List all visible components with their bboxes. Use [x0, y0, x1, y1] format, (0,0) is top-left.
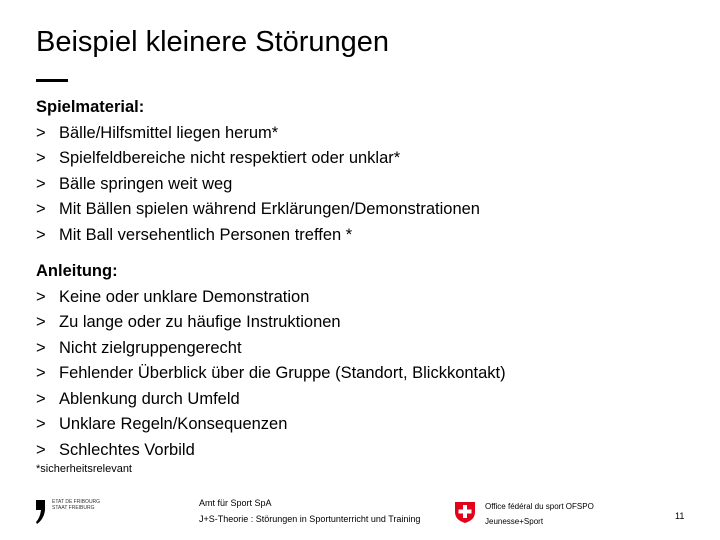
fribourg-logo: [36, 497, 116, 527]
section-anleitung: [36, 259, 506, 463]
section-heading: Spielmaterial:: [36, 98, 145, 116]
list-item-text: Fehlender Überblick über die Gruppe (Standort, Blickkontakt): [59, 364, 506, 382]
footnote: *sicherheitsrelevant: [36, 463, 132, 475]
list-item-text: Schlechtes Vorbild: [59, 440, 195, 459]
bullet-marker: >: [36, 440, 46, 459]
list-item-text: Keine oder unklare Demonstration: [59, 287, 310, 306]
bullet-marker: >: [36, 174, 46, 193]
bullet-marker: >: [36, 364, 46, 382]
list-item: [36, 412, 506, 438]
bullet-marker: >: [36, 389, 46, 408]
list-item-text: Unklare Regeln/Konsequenzen: [59, 415, 288, 433]
list-item-text: Mit Bällen spielen während Erklärungen/Demonstrationen: [59, 200, 480, 218]
bullet-marker: >: [36, 149, 46, 167]
jeunesse-sport-label: Jeunesse+Sport: [485, 517, 544, 526]
federal-office-label: Office fédéral du sport OFSPO: [485, 502, 594, 511]
list-item-text: Ablenkung durch Umfeld: [59, 389, 240, 408]
bullet-marker: >: [36, 287, 46, 306]
list-item-text: Nicht zielgruppengerecht: [59, 338, 242, 357]
list-item-text: Bälle/Hilfsmittel liegen herum*: [59, 123, 279, 142]
office-name: Amt für Sport SpA: [199, 498, 272, 508]
fribourg-comma-icon: [36, 500, 45, 524]
list-item: [36, 285, 506, 311]
bullet-marker: >: [36, 338, 46, 357]
list-item: [36, 121, 480, 147]
list-item-text: Spielfeldbereiche nicht respektiert oder unklar*: [59, 149, 401, 167]
page-number: 11: [675, 511, 685, 521]
list-item: [36, 361, 506, 387]
list-item: [36, 438, 506, 464]
bullet-marker: >: [36, 123, 46, 142]
section-heading: Anleitung:: [36, 262, 118, 280]
list-item: [36, 172, 480, 198]
fribourg-logo-line: ETAT DE FRIBOURG: [52, 499, 101, 505]
fribourg-logo-text: [52, 499, 100, 511]
list-item: [36, 387, 506, 413]
section-spielmaterial: [36, 95, 480, 248]
list-item: [36, 223, 480, 249]
bullet-marker: >: [36, 225, 46, 244]
bullet-marker: >: [36, 313, 46, 331]
fribourg-logo-line: STAAT FREIBURG: [52, 505, 95, 511]
bullet-marker: >: [36, 200, 46, 218]
document-name: J+S-Theorie : Störungen in Sportunterricht und Training: [199, 514, 421, 524]
list-item: [36, 336, 506, 362]
list-item: [36, 197, 480, 223]
list-item-text: Bälle springen weit weg: [59, 174, 233, 193]
list-item-text: Zu lange oder zu häufige Instruktionen: [59, 313, 341, 331]
list-item: [36, 310, 506, 336]
slide-title: Beispiel kleinere Störungen: [36, 26, 390, 58]
swiss-cross-icon: [453, 500, 477, 524]
bullet-marker: >: [36, 415, 46, 433]
title-underline: [36, 79, 68, 82]
list-item: [36, 146, 480, 172]
list-item-text: Mit Ball versehentlich Personen treffen *: [59, 225, 353, 244]
